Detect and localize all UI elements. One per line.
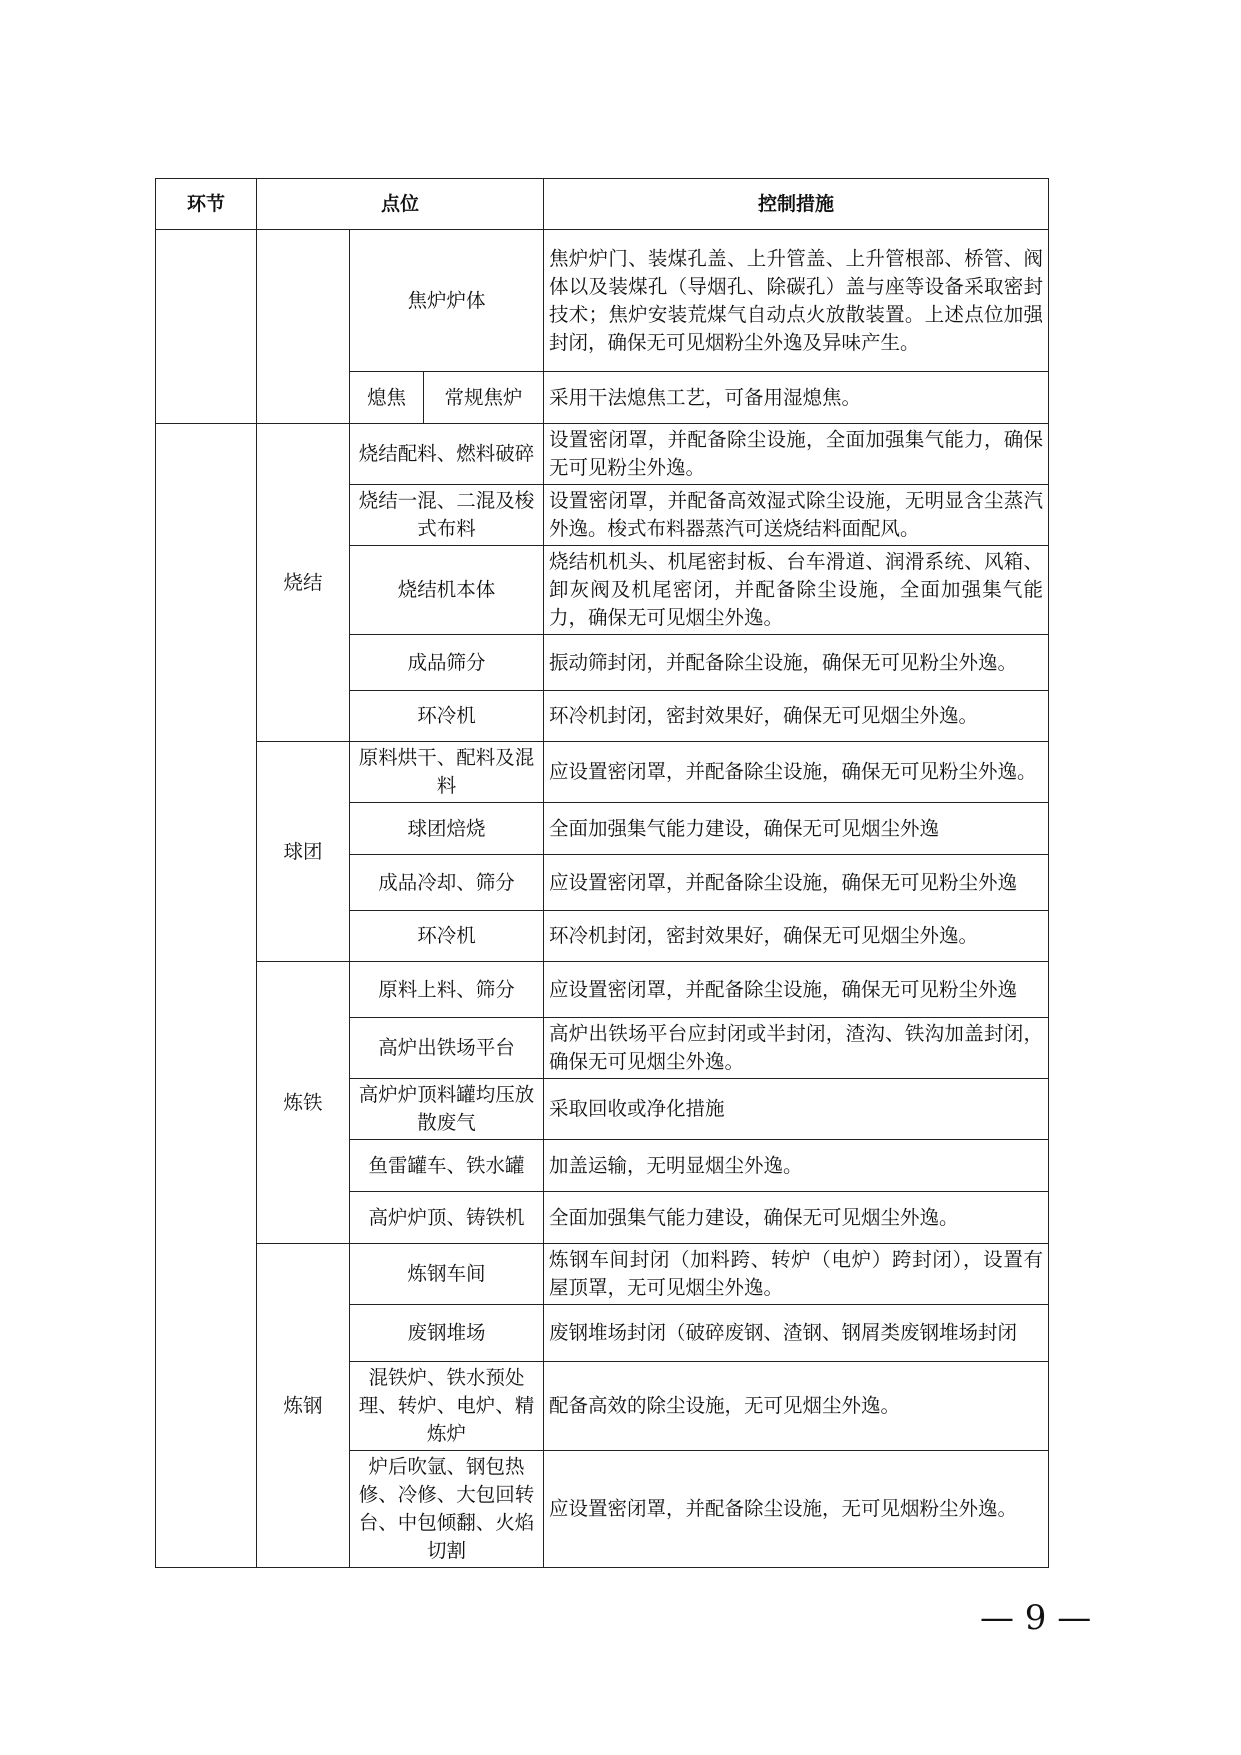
measure-cell: 烧结机机头、机尾密封板、台车滑道、润滑系统、风箱、卸灰阀及机尾密闭，并配备除尘设施，全面加强集气能力，确保无可见烟尘外逸。	[544, 546, 1049, 635]
point-cell: 烧结配料、燃料破碎	[350, 424, 544, 485]
point-cell: 球团焙烧	[350, 803, 544, 855]
measure-cell: 全面加强集气能力建设，确保无可见烟尘外逸	[544, 803, 1049, 855]
measure-cell: 环冷机封闭，密封效果好，确保无可见烟尘外逸。	[544, 691, 1049, 742]
point-cell: 废钢堆场	[350, 1305, 544, 1362]
point-cell: 成品筛分	[350, 635, 544, 691]
table-row	[156, 962, 1049, 1018]
table-row	[156, 742, 1049, 803]
point-cell: 成品冷却、筛分	[350, 855, 544, 911]
point-cell: 原料上料、筛分	[350, 962, 544, 1018]
measure-cell: 配备高效的除尘设施，无可见烟尘外逸。	[544, 1362, 1049, 1451]
measure-cell: 全面加强集气能力建设，确保无可见烟尘外逸。	[544, 1192, 1049, 1244]
point-cell: 炼钢车间	[350, 1244, 544, 1305]
measure-cell: 炼钢车间封闭（加料跨、转炉（电炉）跨封闭），设置有屋顶罩，无可见烟尘外逸。	[544, 1244, 1049, 1305]
measure-cell: 加盖运输，无明显烟尘外逸。	[544, 1140, 1049, 1192]
point-cell: 烧结一混、二混及梭式布料	[350, 485, 544, 546]
point-cell: 环冷机	[350, 911, 544, 962]
measure-cell: 应设置密闭罩，并配备除尘设施，确保无可见粉尘外逸。	[544, 742, 1049, 803]
stage-cell-coking	[257, 230, 350, 424]
point-cell: 炉后吹氩、钢包热修、冷修、大包回转台、中包倾翻、火焰切割	[350, 1451, 544, 1568]
point-cell: 原料烘干、配料及混料	[350, 742, 544, 803]
measure-cell: 采取回收或净化措施	[544, 1079, 1049, 1140]
subpoint-cell: 常规焦炉	[424, 372, 544, 424]
measure-cell: 应设置密闭罩，并配备除尘设施，无可见烟粉尘外逸。	[544, 1451, 1049, 1568]
measure-cell: 焦炉炉门、装煤孔盖、上升管盖、上升管根部、桥管、阀体以及装煤孔（导烟孔、除碳孔）盖与座等设备采取密封技术；焦炉安装荒煤气自动点火放散装置。上述点位加强封闭，确保无可见烟粉尘外逸及异味产生。	[544, 230, 1049, 372]
point-cell: 烧结机本体	[350, 546, 544, 635]
header-row	[156, 179, 1049, 230]
table-row	[156, 424, 1049, 485]
point-cell: 混铁炉、铁水预处理、转炉、电炉、精炼炉	[350, 1362, 544, 1451]
stage-cell-blank	[156, 230, 257, 424]
point-cell: 环冷机	[350, 691, 544, 742]
point-cell: 熄焦	[350, 372, 424, 424]
stage-cell-steelmaking: 炼钢	[257, 1244, 350, 1568]
stage-cell-sintering: 烧结	[257, 424, 350, 742]
emission-control-table	[155, 178, 1049, 1568]
measure-cell: 环冷机封闭，密封效果好，确保无可见烟尘外逸。	[544, 911, 1049, 962]
measure-cell: 设置密闭罩，并配备高效湿式除尘设施，无明显含尘蒸汽外逸。梭式布料器蒸汽可送烧结料面配风。	[544, 485, 1049, 546]
page-number: — 9 —	[980, 1598, 1092, 1638]
measure-cell: 应设置密闭罩，并配备除尘设施，确保无可见粉尘外逸	[544, 855, 1049, 911]
point-cell: 鱼雷罐车、铁水罐	[350, 1140, 544, 1192]
measure-cell: 振动筛封闭，并配备除尘设施，确保无可见粉尘外逸。	[544, 635, 1049, 691]
header-point: 点位	[257, 179, 544, 230]
stage-cell-pellet: 球团	[257, 742, 350, 962]
measure-cell: 高炉出铁场平台应封闭或半封闭，渣沟、铁沟加盖封闭，确保无可见烟尘外逸。	[544, 1018, 1049, 1079]
point-cell: 焦炉炉体	[350, 230, 544, 372]
table-row	[156, 1244, 1049, 1305]
header-stage: 环节	[156, 179, 257, 230]
measure-cell: 设置密闭罩，并配备除尘设施，全面加强集气能力，确保无可见粉尘外逸。	[544, 424, 1049, 485]
point-cell: 高炉炉顶、铸铁机	[350, 1192, 544, 1244]
stage-cell-blank	[156, 424, 257, 1568]
stage-cell-ironmaking: 炼铁	[257, 962, 350, 1244]
measure-cell: 采用干法熄焦工艺，可备用湿熄焦。	[544, 372, 1049, 424]
point-cell: 高炉炉顶料罐均压放散废气	[350, 1079, 544, 1140]
measure-cell: 应设置密闭罩，并配备除尘设施，确保无可见粉尘外逸	[544, 962, 1049, 1018]
measure-cell: 废钢堆场封闭（破碎废钢、渣钢、钢屑类废钢堆场封闭	[544, 1305, 1049, 1362]
table-row	[156, 230, 1049, 372]
header-measure: 控制措施	[544, 179, 1049, 230]
point-cell: 高炉出铁场平台	[350, 1018, 544, 1079]
